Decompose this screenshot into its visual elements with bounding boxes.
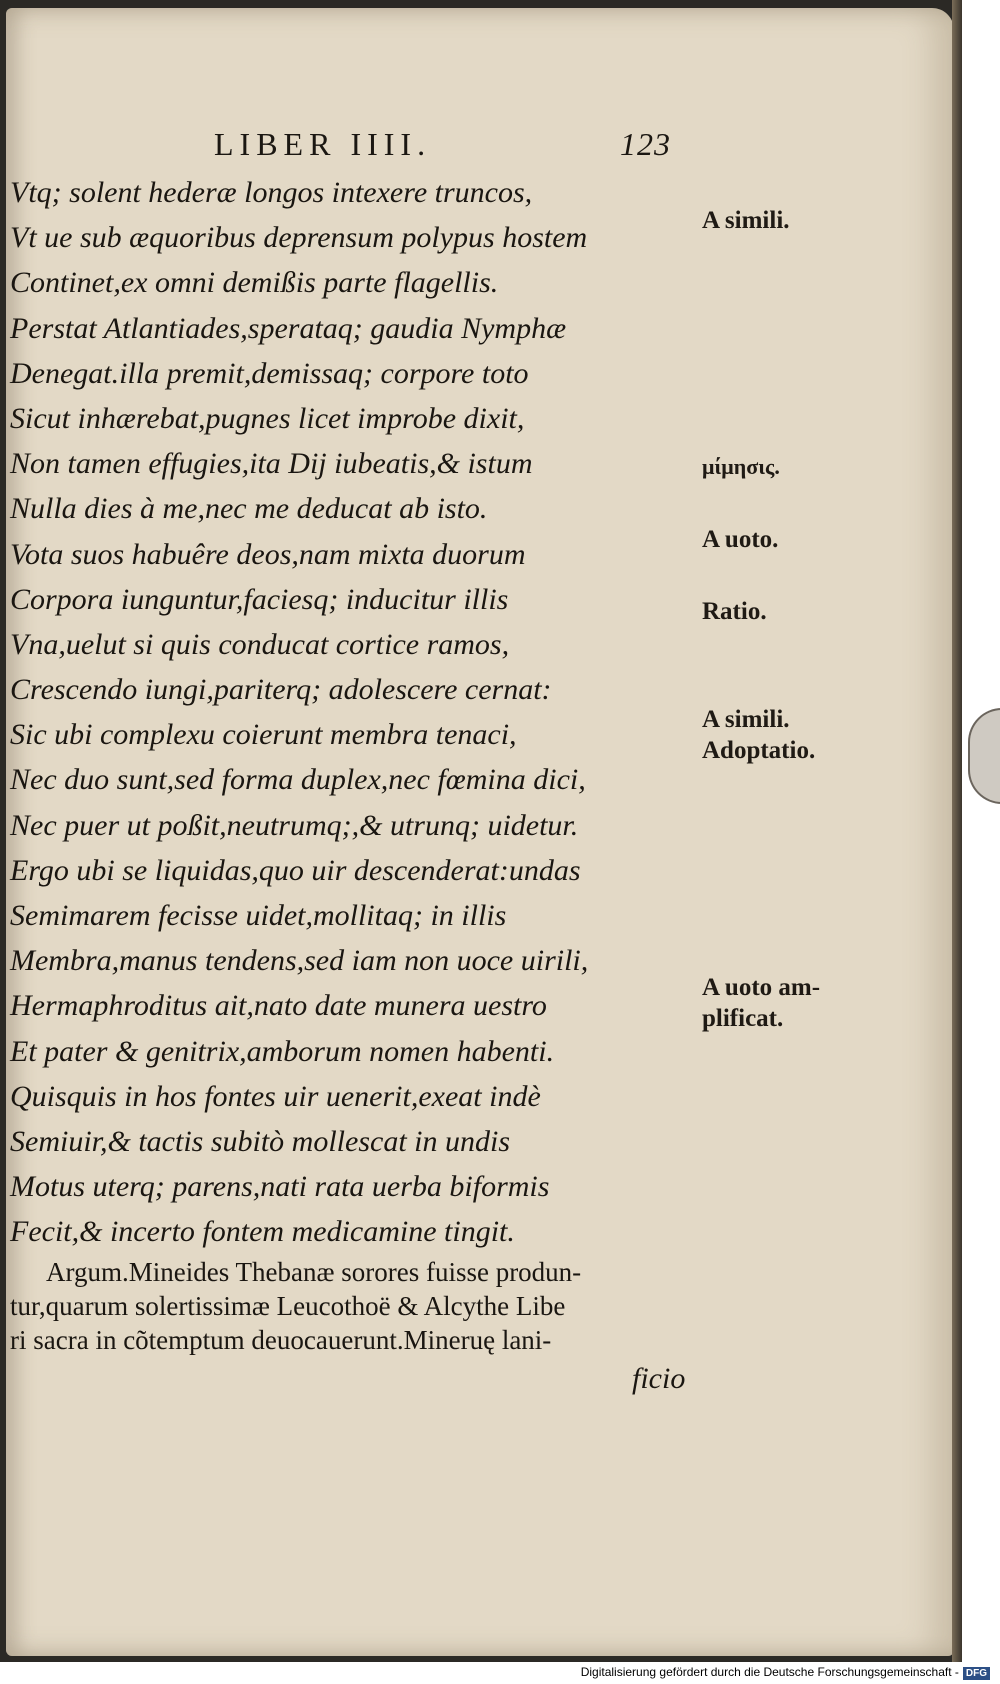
verse-block [10,170,670,1255]
digitization-credit [581,1665,990,1680]
verse-line: Ergo ubi se liquidas,quo uir descenderat:undas [10,853,581,887]
argument-paragraph [10,1255,700,1357]
verse-line: Denegat.illa premit,demissaq; corpore toto [10,356,529,390]
verse-line: Fecit,& incerto fontem medicamine tingit. [10,1215,515,1249]
verse-line: Quisquis in hos fontes uir uenerit,exeat indè [10,1079,541,1113]
verse-line: Vtq; solent hederæ longos intexere truncos, [10,176,533,209]
verse-line: Semimarem fecisse uidet,mollitaq; in illis [10,899,507,932]
verse-line: Perstat Atlantiades,sperataq; gaudia Nymphæ [10,311,567,345]
page-clip [968,708,1000,804]
verse-line: Sicut inhærebat,pugnes licet improbe dixit, [10,401,525,435]
running-title: LIBER IIII. [214,126,432,162]
margin-note: A simili. [702,706,790,733]
catchword: ficio [632,1362,686,1395]
verse-line: Motus uterq; parens,nati rata uerba biformis [10,1170,550,1204]
verse-line: Et pater & genitrix,amborum nomen habenti. [10,1034,555,1068]
argument-line: Argum.Mineides Thebanæ sorores fuisse produn- [46,1257,582,1287]
page-number: 123 [620,126,671,162]
verse-line: Nec duo sunt,sed forma duplex,nec fœmina dici, [10,763,586,797]
verse-line: Sic ubi complexu coierunt membra tenaci, [10,718,517,752]
verse-line: Hermaphroditus ait,nato date munera uestro [10,989,547,1023]
margin-note: A uoto am- [702,974,821,1001]
verse-line: Vna,uelut si quis conducat cortice ramos, [10,627,510,661]
margin-note: plificat. [702,1005,784,1032]
margin-note: Ratio. [702,598,767,625]
verse-line: Nulla dies à me,nec me deducat ab isto. [10,492,488,526]
margin-note: Adoptatio. [702,737,816,764]
margin-note: μίμησις. [702,454,780,479]
verse-line: Vt ue sub æquoribus deprensum polypus hostem [10,221,588,255]
page-edge [952,0,962,1662]
verse-line: Nec puer ut poßit,neutrumq;,& utrunq; uidetur. [10,808,579,842]
verse-line: Corpora iunguntur,faciesq; inducitur illis [10,582,509,616]
margin-note: A simili. [702,207,790,234]
verse-line: Crescendo iungi,pariterq; adolescere cernat: [10,673,552,707]
argument-line: ri sacra in cõtemptum deuocauerunt.Mineruę lani- [10,1325,552,1355]
margin-note: A uoto. [702,526,779,553]
verse-line: Membra,manus tendens,sed iam non uoce uirili, [10,944,589,978]
credit-text: Digitalisierung gefördert durch die Deutsche Forschungsgemeinschaft - [580,1665,959,1679]
verse-line: Vota suos habuêre deos,nam mixta duorum [10,537,526,571]
running-header [0,126,1000,166]
verse-line: Continet,ex omni demißis parte flagellis. [10,266,499,300]
dfg-logo: DFG [963,1667,990,1680]
verse-line: Semiuir,& tactis subitò mollescat in undis [10,1124,510,1158]
argument-line: tur,quarum solertissimæ Leucothoë & Alcythe Libe [10,1291,566,1321]
verse-line: Non tamen effugies,ita Dij iubeatis,& istum [10,447,533,481]
